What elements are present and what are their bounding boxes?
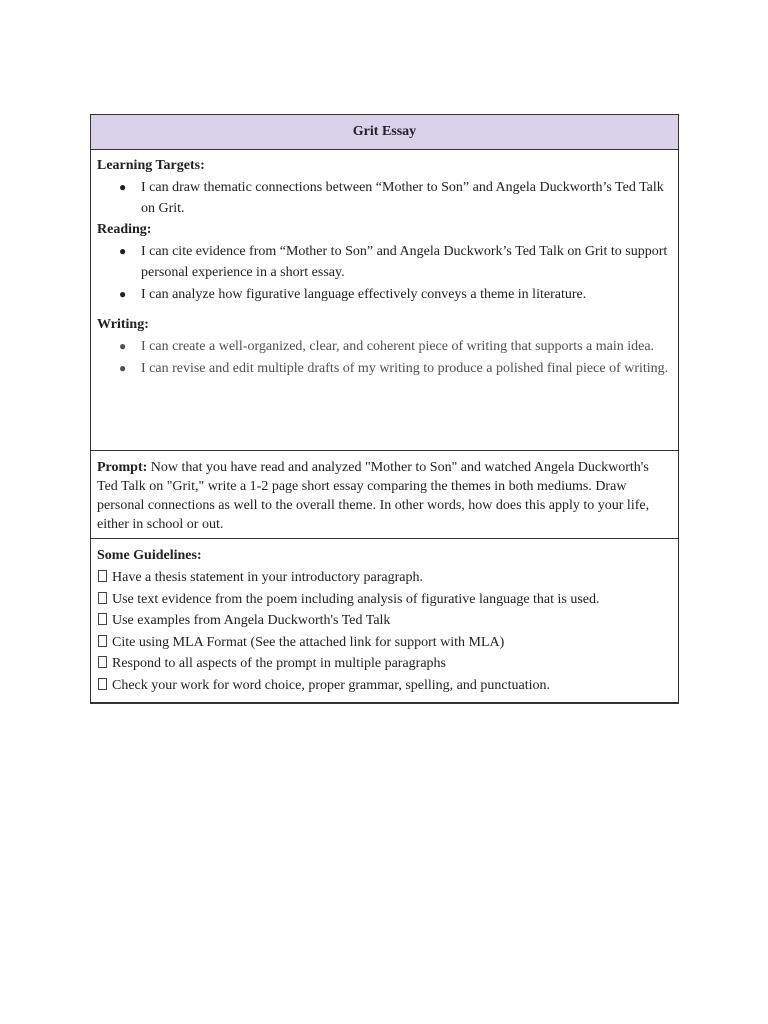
reading-list [97,241,672,305]
guidelines-cell [91,539,678,702]
reading-heading: Reading: [97,222,152,237]
list-item [119,336,672,357]
writing-heading: Writing: [97,317,149,332]
list-item-text: I can draw thematic connections between “Mother to Son” and Angela Duckworth’s Ted Talk on Grit. [141,180,664,216]
document-title: Grit Essay [352,124,417,139]
learning-targets-cell [91,150,678,451]
prompt-label: Prompt: [97,460,148,475]
list-item [119,358,672,379]
guideline-text: Use text evidence from the poem including analysis of figurative language that is used. [112,591,600,607]
list-item [119,284,672,305]
guideline-text: Check your work for word choice, proper grammar, spelling, and punctuation. [112,677,550,693]
list-item-text: I can create a well-organized, clear, and coherent piece of writing that supports a main idea. [141,339,655,354]
guideline-text: Cite using MLA Format (See the attached link for support with MLA) [112,634,505,650]
learning-targets-list [97,177,672,219]
guideline-text: Have a thesis statement in your introductory paragraph. [112,570,424,585]
bullet-dot-icon: ● [119,244,127,258]
guidelines-heading: Some Guidelines: [97,548,202,563]
list-item-text: I can cite evidence from “Mother to Son” and Angela Duckwork’s Ted Talk on Grit to support personal experience in a short essay. [141,244,668,280]
checkbox-icon [98,592,107,604]
guideline-item [97,610,672,632]
guideline-text: Respond to all aspects of the prompt in multiple paragraphs [112,656,446,671]
checkbox-icon [98,613,107,625]
guideline-item [97,632,672,654]
list-item-text: I can analyze how figurative language effectively conveys a theme in literature. [141,287,587,302]
table-header [91,115,678,150]
guideline-item [97,675,672,697]
list-item-text: I can revise and edit multiple drafts of my writing to produce a polished final piece of writing. [141,361,669,376]
list-item [119,177,672,219]
bullet-dot-icon: ● [119,180,127,194]
guideline-text: Use examples from Angela Duckworth's Ted Talk [112,613,391,628]
checkbox-icon [98,570,107,582]
bullet-dot-icon: ● [119,339,127,353]
writing-list [97,336,672,379]
guideline-item [97,567,672,589]
checkbox-icon [98,678,107,690]
checkbox-icon [98,635,107,647]
checkbox-icon [98,656,107,668]
list-item [119,241,672,283]
prompt-text: Now that you have read and analyzed "Mother to Son" and watched Angela Duckworth's Ted Talk on "Grit," write a 1-2 page short essay comparing the themes in both mediums. Draw personal connections as well to the overall theme. In other words, how does this apply to your life, either in school or out. [97,460,653,532]
grit-essay-table [90,114,679,704]
bullet-dot-icon: ● [119,361,127,375]
guideline-item [97,589,672,611]
learning-targets-heading: Learning Targets: [97,158,205,173]
guideline-item [97,653,672,675]
prompt-cell [91,451,678,539]
bullet-dot-icon: ● [119,287,127,301]
